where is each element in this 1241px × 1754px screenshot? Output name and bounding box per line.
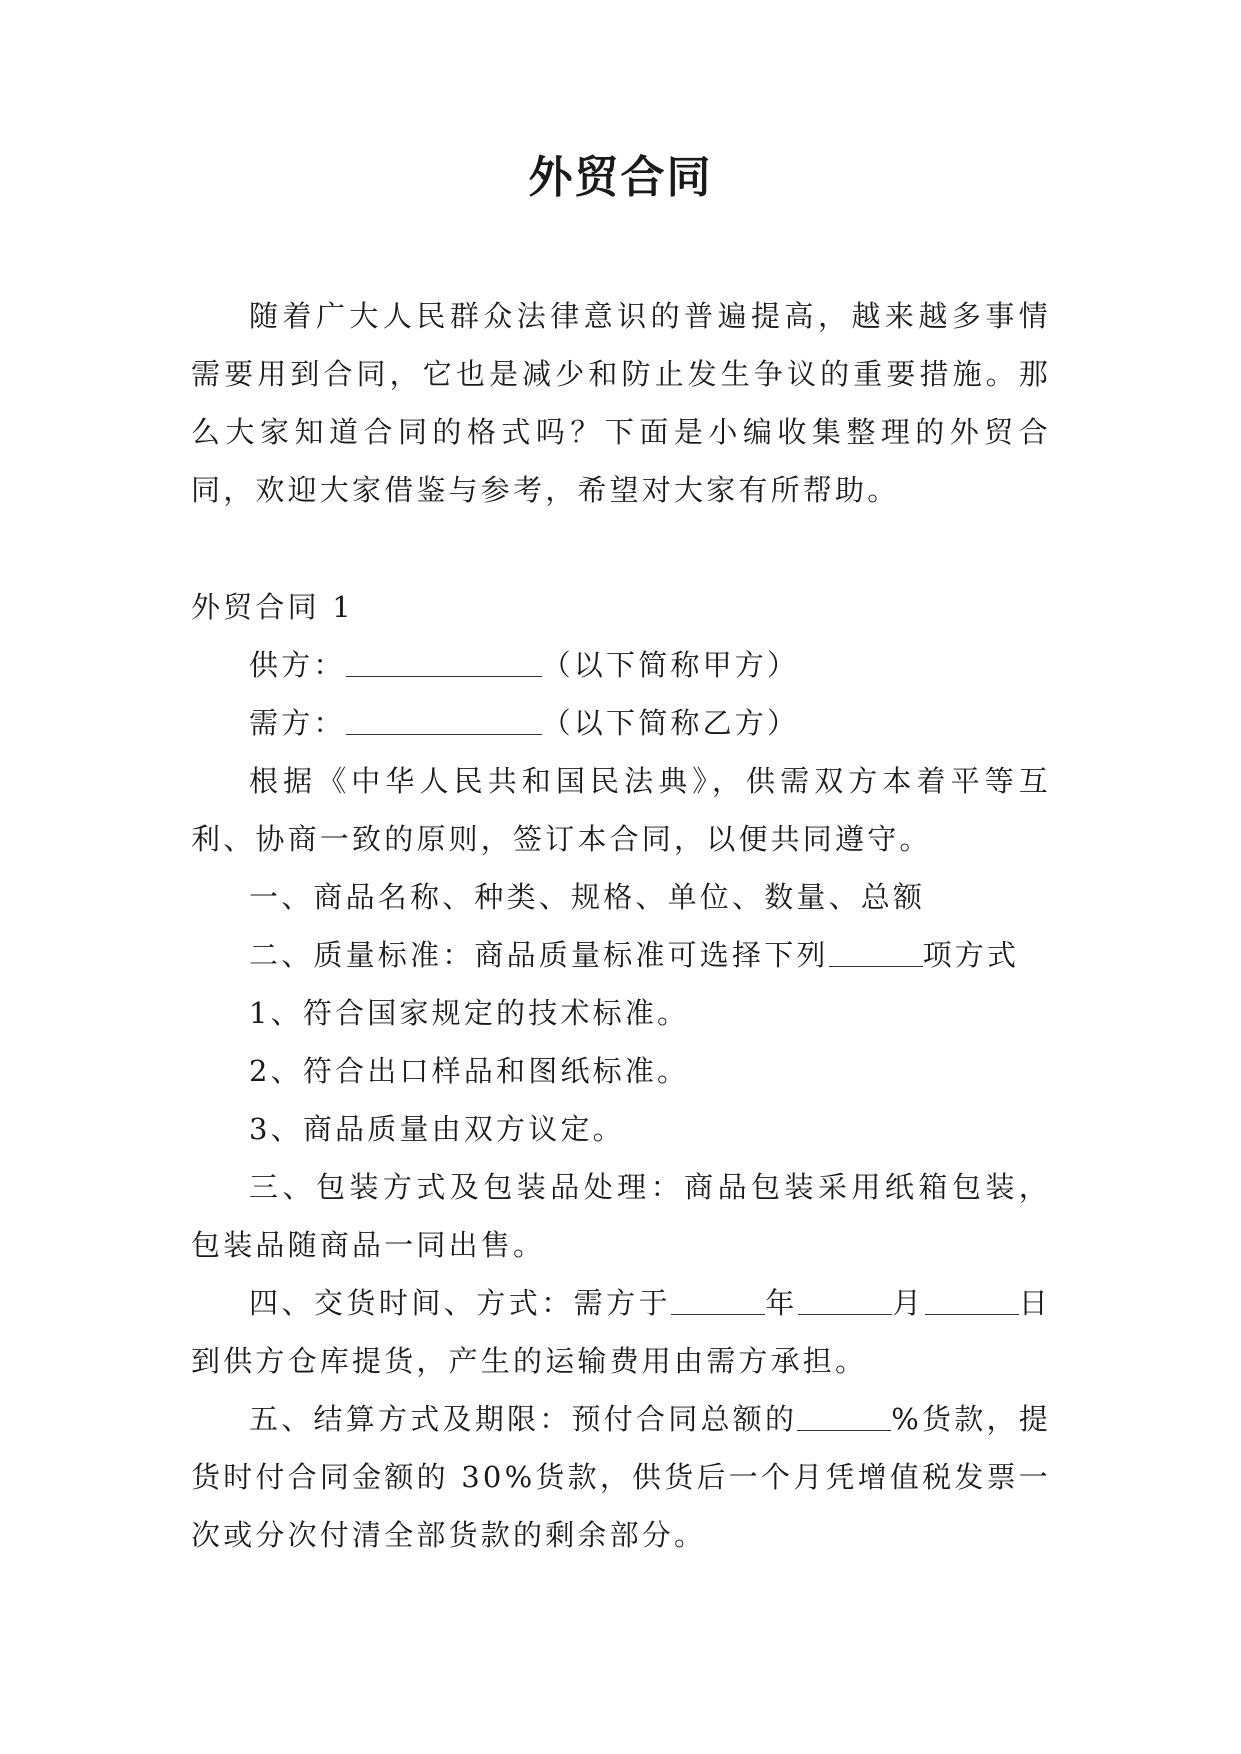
intro-block xyxy=(191,287,1051,519)
clause-4-year: 年 xyxy=(765,1286,798,1320)
quality-item-1: 1、符合国家规定的技术标准。 xyxy=(249,996,690,1030)
section-title: 外贸合同 1 xyxy=(191,590,354,624)
clause-5-rest: %货款，提货时付合同金额的 30%货款，供货后一个月凭增值税发票一次或分次付清全部货款的剩余部分。 xyxy=(191,1402,1052,1552)
clause-2-prefix: 二、质量标准：商品质量标准可选择下列 xyxy=(249,938,829,972)
month-blank[interactable] xyxy=(798,1284,892,1315)
supplier-blank[interactable] xyxy=(346,646,542,677)
clause-4-prefix: 四、交货时间、方式：需方于 xyxy=(249,1286,672,1320)
clause-2-blank[interactable] xyxy=(829,936,923,967)
buyer-blank[interactable] xyxy=(346,704,542,735)
buyer-label: 需方： xyxy=(249,706,346,740)
supplier-note: （以下简称甲方） xyxy=(541,648,800,682)
buyer-note: （以下简称乙方） xyxy=(541,706,800,740)
quality-item-2: 2、符合出口样品和图纸标准。 xyxy=(249,1054,690,1088)
clause-4-rest: 日到供方仓库提货，产生的运输费用由需方承担。 xyxy=(191,1286,1051,1378)
document-title: 外贸合同 xyxy=(528,152,713,203)
clause-2 xyxy=(191,926,1051,984)
supplier-label: 供方： xyxy=(249,648,346,682)
percent-blank[interactable] xyxy=(797,1400,891,1431)
year-blank[interactable] xyxy=(671,1284,765,1315)
clause-4 xyxy=(191,1274,1051,1390)
clause-5-prefix: 五、结算方式及期限：预付合同总额的 xyxy=(249,1402,798,1436)
clause-4-head xyxy=(249,1286,1019,1320)
clause-2-suffix: 项方式 xyxy=(922,938,1020,972)
supplier-line xyxy=(191,636,1051,694)
contract-section xyxy=(191,578,1051,1564)
quality-item-3: 3、商品质量由双方议定。 xyxy=(249,1112,625,1146)
clause-4-month: 月 xyxy=(891,1286,925,1320)
clause-3: 三、包装方式及包装品处理：商品包装采用纸箱包装，包装品随商品一同出售。 xyxy=(191,1170,1051,1262)
day-blank[interactable] xyxy=(925,1284,1019,1315)
buyer-line xyxy=(191,694,1051,752)
basis-paragraph: 根据《中华人民共和国民法典》，供需双方本着平等互利、协商一致的原则，签订本合同，以便共同遵守。 xyxy=(191,764,1051,856)
intro-paragraph: 随着广大人民群众法律意识的普遍提高，越来越多事情需要用到合同，它也是减少和防止发生争议的重要措施。那么大家知道合同的格式吗？下面是小编收集整理的外贸合同，欢迎大家借鉴与参考，希望对大家有所帮助。 xyxy=(191,299,1051,507)
clause-1: 一、商品名称、种类、规格、单位、数量、总额 xyxy=(249,880,926,914)
clause-5 xyxy=(191,1390,1051,1564)
